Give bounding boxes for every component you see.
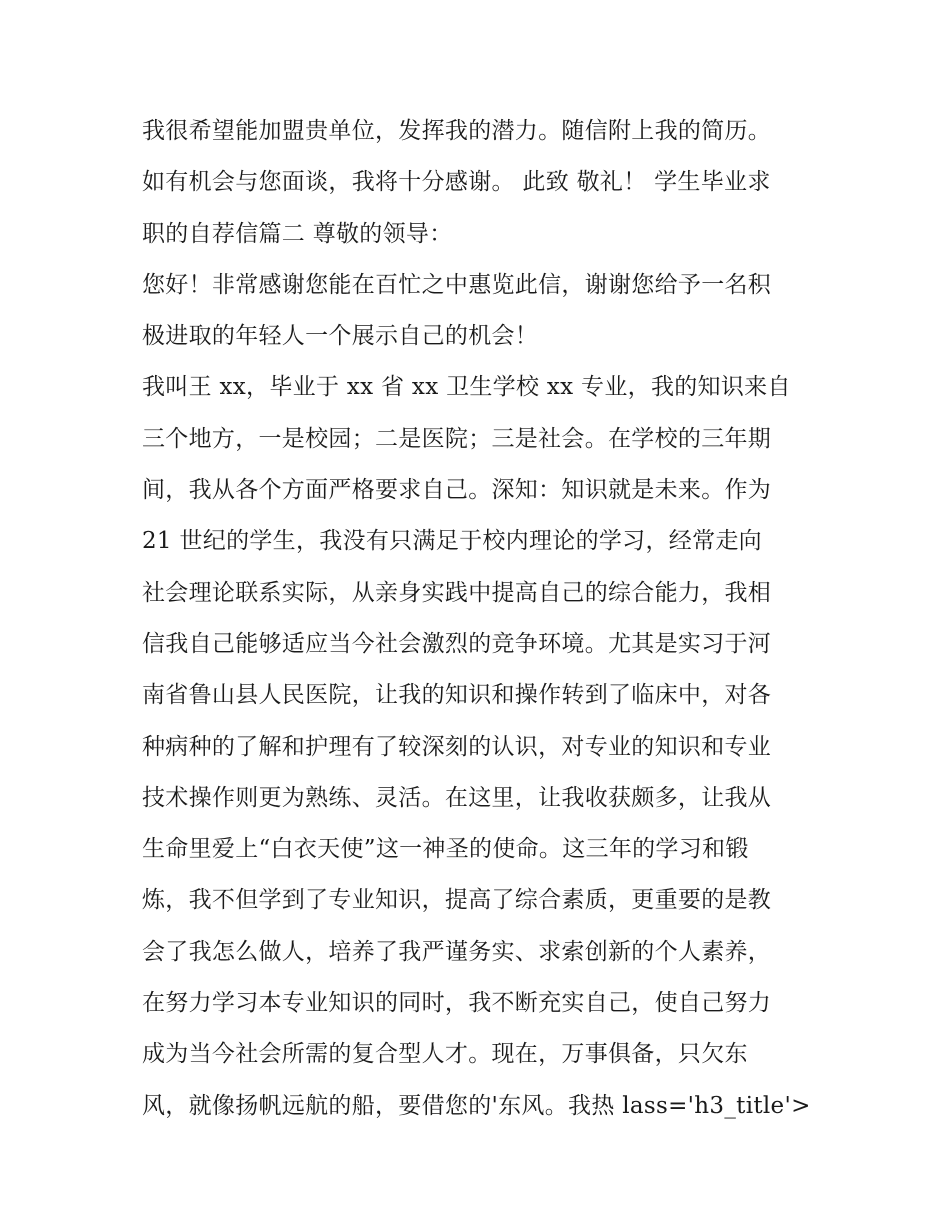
text-line: 极进取的年轻人一个展示自己的机会！ bbox=[142, 323, 539, 350]
text-line: 风，就像扬帆远航的船，要借您的'东风。我热 lass='h3_title'> bbox=[142, 1092, 811, 1119]
text-line: 种病种的了解和护理有了较深刻的认识，对专业的知识和专业 bbox=[142, 733, 772, 760]
body-text bbox=[142, 106, 842, 1132]
text-line: 社会理论联系实际，从亲身实践中提高自己的综合能力，我相 bbox=[142, 579, 772, 606]
text-line: 在努力学习本专业知识的同时，我不断充实自己，使自己努力 bbox=[142, 990, 772, 1017]
text-line: 三个地方，一是校园；二是医院；三是社会。在学校的三年期 bbox=[142, 425, 772, 452]
text-line: 如有机会与您面谈，我将十分感谢。 此致 敬礼！ 学生毕业求 bbox=[142, 169, 771, 196]
text-line: 南省鲁山县人民医院，让我的知识和操作转到了临床中，对各 bbox=[142, 682, 772, 709]
text-line: 炼，我不但学到了专业知识，提高了综合素质，更重要的是教 bbox=[142, 887, 772, 914]
text-line: 我叫王 xx，毕业于 xx 省 xx 卫生学校 xx 专业，我的知识来自 bbox=[142, 374, 791, 401]
text-line: 我很希望能加盟贵单位，发挥我的潜力。随信附上我的简历。 bbox=[142, 118, 772, 144]
text-line: 您好！非常感谢您能在百忙之中惠览此信，谢谢您给予一名积 bbox=[142, 271, 772, 298]
text-line: 21 世纪的学生，我没有只满足于校内理论的学习，经常走向 bbox=[142, 528, 762, 555]
text-line: 职的自荐信篇二 尊敬的领导： bbox=[142, 220, 453, 247]
text-line: 技术操作则更为熟练、灵活。在这里，让我收获颇多，让我从 bbox=[142, 784, 772, 811]
text-line: 信我自己能够适应当今社会激烈的竞争环境。尤其是实习于河 bbox=[142, 630, 772, 657]
text-line: 成为当今社会所需的复合型人才。现在，万事俱备，只欠东 bbox=[142, 1041, 748, 1068]
text-line: 间，我从各个方面严格要求自己。深知：知识就是未来。作为 bbox=[142, 477, 772, 504]
text-line: 会了我怎么做人，培养了我严谨务实、求索创新的个人素养， bbox=[142, 938, 772, 965]
text-line: 生命里爱上“白衣天使”这一神圣的使命。这三年的学习和锻 bbox=[142, 836, 749, 863]
